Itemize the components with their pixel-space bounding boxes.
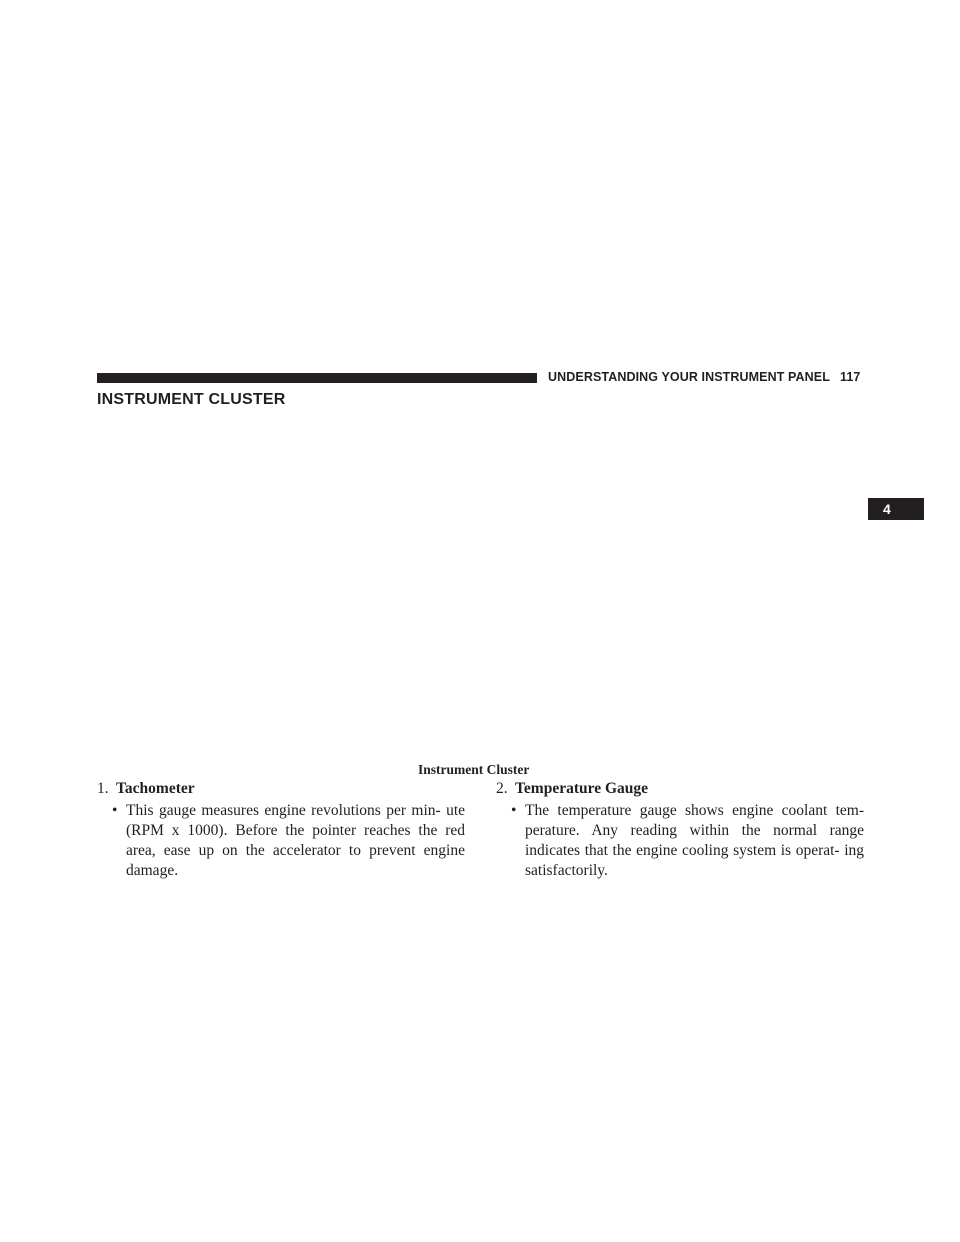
item-title: Tachometer <box>116 780 195 797</box>
bullet-mark: • <box>511 802 517 819</box>
item-tachometer <box>97 779 465 881</box>
running-head-title: UNDERSTANDING YOUR INSTRUMENT PANEL <box>548 370 830 384</box>
page-number: 117 <box>839 370 861 384</box>
item-title: Temperature Gauge <box>515 780 649 797</box>
item-heading <box>496 779 864 799</box>
chapter-tab: 4 <box>868 498 924 520</box>
bullet-paragraph <box>112 801 465 881</box>
section-title: INSTRUMENT CLUSTER <box>97 391 286 408</box>
header-rule <box>97 373 537 383</box>
figure-caption: Instrument Cluster <box>418 762 530 777</box>
item-number: 1. <box>97 780 109 797</box>
bullet-text: This gauge measures engine revolutions per min- ute (RPM x 1000). Before the pointer reaches the red area, ease up on the accelerator to prevent engine damage. <box>126 802 465 879</box>
bullet-paragraph <box>511 801 864 881</box>
item-number: 2. <box>496 780 508 797</box>
item-heading <box>97 779 465 799</box>
item-temperature-gauge <box>496 779 864 881</box>
bullet-text: The temperature gauge shows engine coolant tem- perature. Any reading within the normal range indicates that the engine cooling system is operat- ing satisfactorily. <box>525 802 864 879</box>
bullet-mark: • <box>112 802 118 819</box>
running-head <box>548 370 860 384</box>
